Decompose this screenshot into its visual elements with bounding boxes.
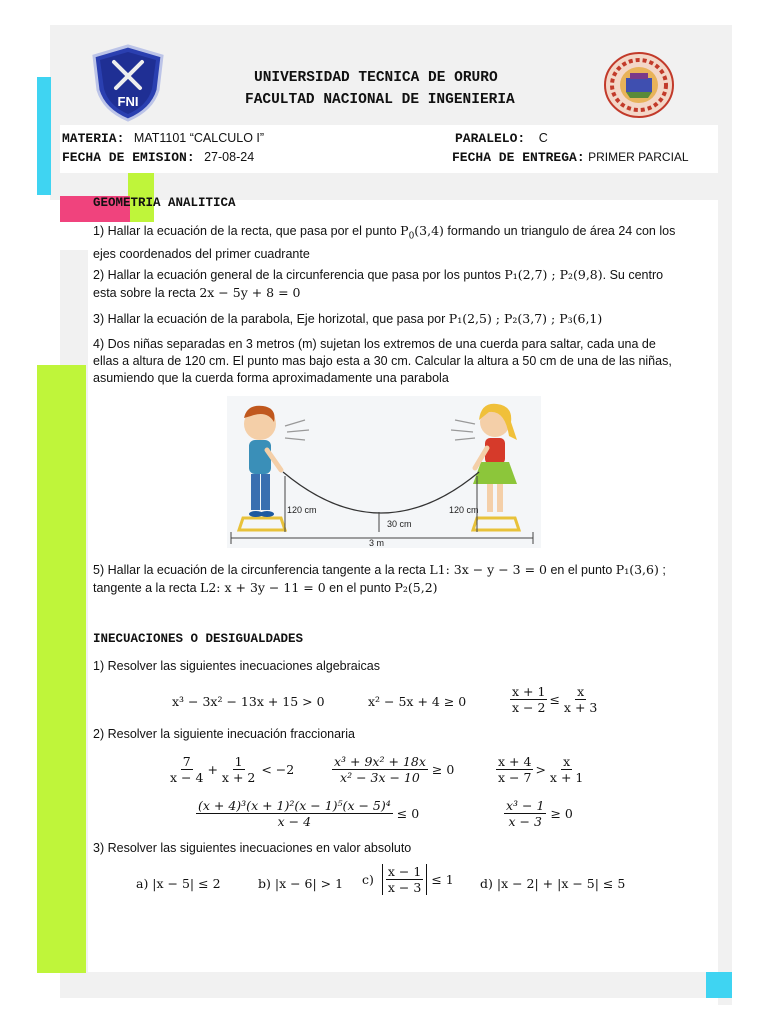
- problem-3: 3) Hallar la ecuación de la parabola, Eje horizotal, que pasa por P₁(2,5) ; P₂(3,7) ; P₃(6,1): [93, 311, 603, 326]
- question-3-text: 3) Resolver las siguientes inecuaciones en valor absoluto: [93, 841, 412, 855]
- cyan-bar-top: [37, 77, 51, 195]
- materia-label: MATERIA:: [62, 131, 125, 146]
- q2-eq-e: $\frac{\text{x³ − 1}}{x - 3}$ ≥ 0: [506, 798, 573, 829]
- paralelo-label: PARALELO:: [455, 131, 526, 146]
- section-title-inecuaciones: INECUACIONES O DESIGUALDADES: [93, 632, 304, 646]
- q2-eq-d: $\frac{\text{(x + 4)³(x + 1)²(x − 1)⁵(x − 5)⁴}}{x - 4}$ ≤ 0: [198, 798, 420, 829]
- emision-label: FECHA DE EMISION:: [62, 150, 195, 165]
- question-2-text: 2) Resolver la siguiente inecuación fraccionaria: [93, 727, 355, 741]
- logo-text: FNI: [117, 94, 139, 109]
- fig-label-left: 120 cm: [287, 505, 317, 515]
- entrega-row: [452, 150, 689, 165]
- emision-value: 27-08-24: [204, 150, 255, 164]
- problem-1: 1) Hallar la ecuación de la recta, que pasa por el punto $P_0(3,4)$ formando un triangulo de área 24 con los ejes coordenados del primer cuadrante: [93, 223, 676, 261]
- cyan-bar-bottom: [706, 972, 732, 998]
- q2-eq-b: $\frac{\text{x³ + 9x² + 18x}}{\text{x² − 3x − 10}}$ ≥ 0: [334, 754, 455, 785]
- q3-eq-c: c) $\frac{x - 1}{x - 3}$ ≤ 1: [362, 864, 454, 895]
- paralelo-row: [455, 131, 548, 146]
- university-seal-logo: [604, 52, 674, 118]
- problem-5: 5) Hallar la ecuación de la circunferencia tangente a la recta L1: 3x − y − 3 = 0 en el punto P₁(3,6) ; tangente a la recta L2: x + 3y − 11 = 0 en el punto P₂(5,2): [93, 562, 666, 595]
- emision-row: [62, 150, 254, 165]
- q3-eq-b: b) |x − 6| > 1: [258, 876, 344, 891]
- lime-bar-left: [37, 365, 86, 973]
- fig-label-bottom: 3 m: [369, 538, 385, 548]
- fig-label-mid: 30 cm: [387, 519, 412, 529]
- faculty-title: FACULTAD NACIONAL DE INGENIERIA: [245, 92, 515, 108]
- university-title: UNIVERSIDAD TECNICA DE ORURO: [254, 70, 498, 86]
- q2-eq-c: $\frac{x + 4}{x - 7}$ > $\frac{x}{x + 1}$: [498, 754, 584, 785]
- fig-label-right: 120 cm: [449, 505, 479, 515]
- gray-panel-bottom: [60, 972, 720, 998]
- q1-eq-3: $\frac{x + 1}{x - 2}$ ≤ $\frac{x}{x + 3}$: [512, 684, 598, 715]
- problem-2: 2) Hallar la ecuación general de la circunferencia que pasa por los puntos P₁(2,7) ; P₂(9,8). Su centro esta sobre la recta 2x − 5y + 8 = 0: [93, 267, 664, 300]
- paralelo-value: C: [538, 131, 548, 145]
- q1-eq-2: x² − 5x + 4 ≥ 0: [368, 694, 467, 709]
- section-title-geometria: GEOMETRIA ANALITICA: [93, 196, 236, 210]
- q1-eq-1: x³ − 3x² − 13x + 15 > 0: [172, 694, 325, 709]
- q3-eq-a: a) |x − 5| ≤ 2: [136, 876, 221, 891]
- entrega-label: FECHA DE ENTREGA:: [452, 150, 585, 165]
- question-1-text: 1) Resolver las siguientes inecuaciones algebraicas: [93, 659, 380, 673]
- fni-shield-logo: [92, 44, 164, 122]
- q3-eq-d: d) |x − 2| + |x − 5| ≤ 5: [480, 876, 626, 891]
- entrega-value: PRIMER PARCIAL: [588, 150, 689, 164]
- problem-4: 4) Dos niñas separadas en 3 metros (m) sujetan los extremos de una cuerda para saltar, cada una de ellas a altura de 120 cm. El punto mas bajo esta a 30 cm. Calcular la altura a 50 cm de una de las niñas, asumiendo que la cuerda forma aproximadamente una parabola: [93, 337, 672, 385]
- jump-rope-figure: [227, 396, 541, 548]
- materia-value: MAT1101 “CALCULO I”: [133, 131, 265, 145]
- q2-eq-a: $\frac{7}{x - 4}$ + $\frac{1}{x + 2}$ < −2: [170, 754, 295, 785]
- materia-row: [62, 131, 264, 146]
- white-content-area: [88, 222, 706, 972]
- gray-panel-right: [718, 25, 732, 1005]
